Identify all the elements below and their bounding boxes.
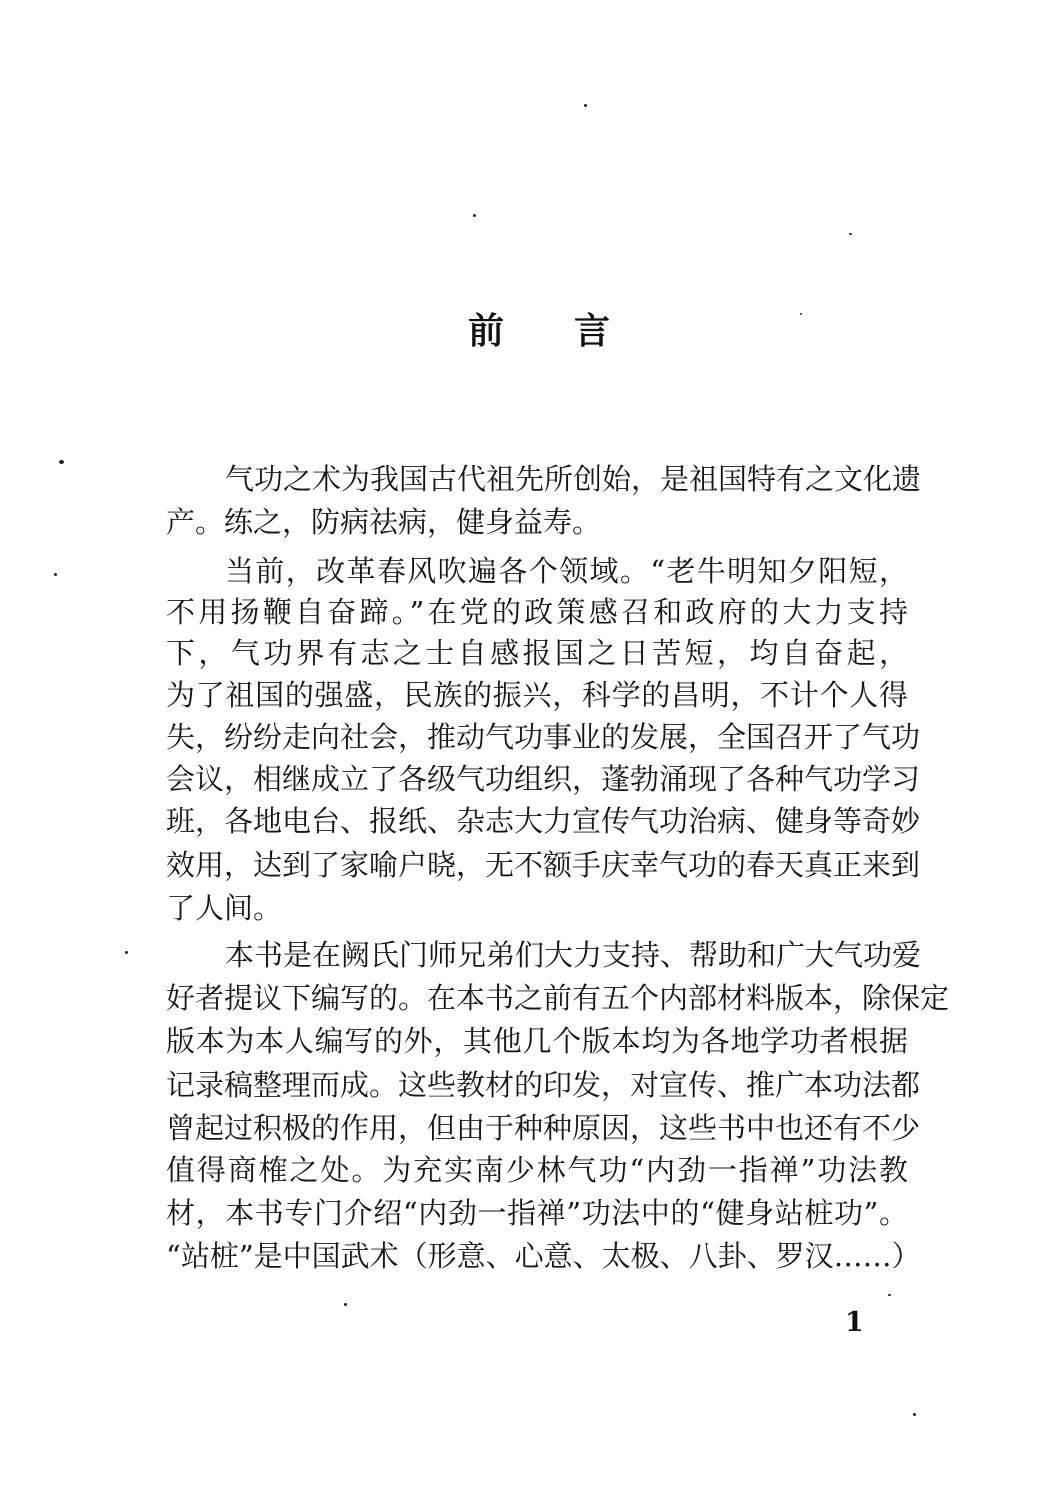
text-line: 版本为本人编写的外，其他几个版本均为各地学功者根据 xyxy=(166,1024,908,1058)
text-line: 为了祖国的强盛，民族的振兴，科学的昌明，不计个人得 xyxy=(166,678,908,712)
scan-speck xyxy=(59,460,64,464)
text-line: 曾起过积极的作用，但由于种种原因，这些书中也还有不少 xyxy=(166,1111,921,1145)
text-line: 会议，相继成立了各级气功组织，蓬勃涌现了各种气功学习 xyxy=(166,762,921,796)
text-line: “站桩”是中国武术（形意、心意、太极、八卦、罗汉……） xyxy=(166,1239,921,1273)
text-line: 材，本书专门介绍“内劲一指禅”功法中的“健身站桩功”。 xyxy=(166,1196,908,1230)
text-line: 效用，达到了家喻户晓，无不额手庆幸气功的春天真正来到 xyxy=(166,848,921,882)
scan-speck xyxy=(473,214,476,217)
scan-speck xyxy=(125,951,128,954)
text-line: 当前，改革春风吹遍各个领域。“老牛明知夕阳短， xyxy=(225,554,908,588)
text-line: 下，气功界有志之士自感报国之日苦短，均自奋起， xyxy=(166,636,908,670)
scan-speck xyxy=(913,1413,916,1416)
text-line: 好者提议下编写的。在本书之前有五个内部材料版本，除保定 xyxy=(166,981,950,1015)
scan-speck xyxy=(849,233,852,235)
page-title: 前言 xyxy=(468,310,681,352)
page-number: 1 xyxy=(845,1307,864,1338)
text-line: 气功之术为我国古代祖先所创始，是祖国特有之文化遗 xyxy=(225,462,922,496)
text-line: 产。练之，防病祛病，健身益寿。 xyxy=(166,505,602,539)
scan-speck xyxy=(54,573,57,576)
text-line: 失，纷纷走向社会，推动气功事业的发展，全国召开了气功 xyxy=(166,720,921,754)
scan-speck xyxy=(344,1303,347,1306)
text-line: 班，各地电台、报纸、杂志大力宣传气功治病、健身等奇妙 xyxy=(166,804,921,838)
scan-speck xyxy=(800,313,802,315)
text-line: 不用扬鞭自奋蹄。”在党的政策感召和政府的大力支持 xyxy=(166,595,908,629)
text-line: 了人间。 xyxy=(166,891,283,925)
text-line: 本书是在阙氏门师兄弟们大力支持、帮助和广大气功爱 xyxy=(225,938,922,972)
scan-speck xyxy=(888,1294,891,1296)
text-line: 记录稿整理而成。这些教材的印发，对宣传、推广本功法都 xyxy=(166,1068,921,1102)
scan-speck xyxy=(584,104,587,107)
text-line: 值得商榷之处。为充实南少林气功“内劲一指禅”功法教 xyxy=(166,1153,908,1187)
